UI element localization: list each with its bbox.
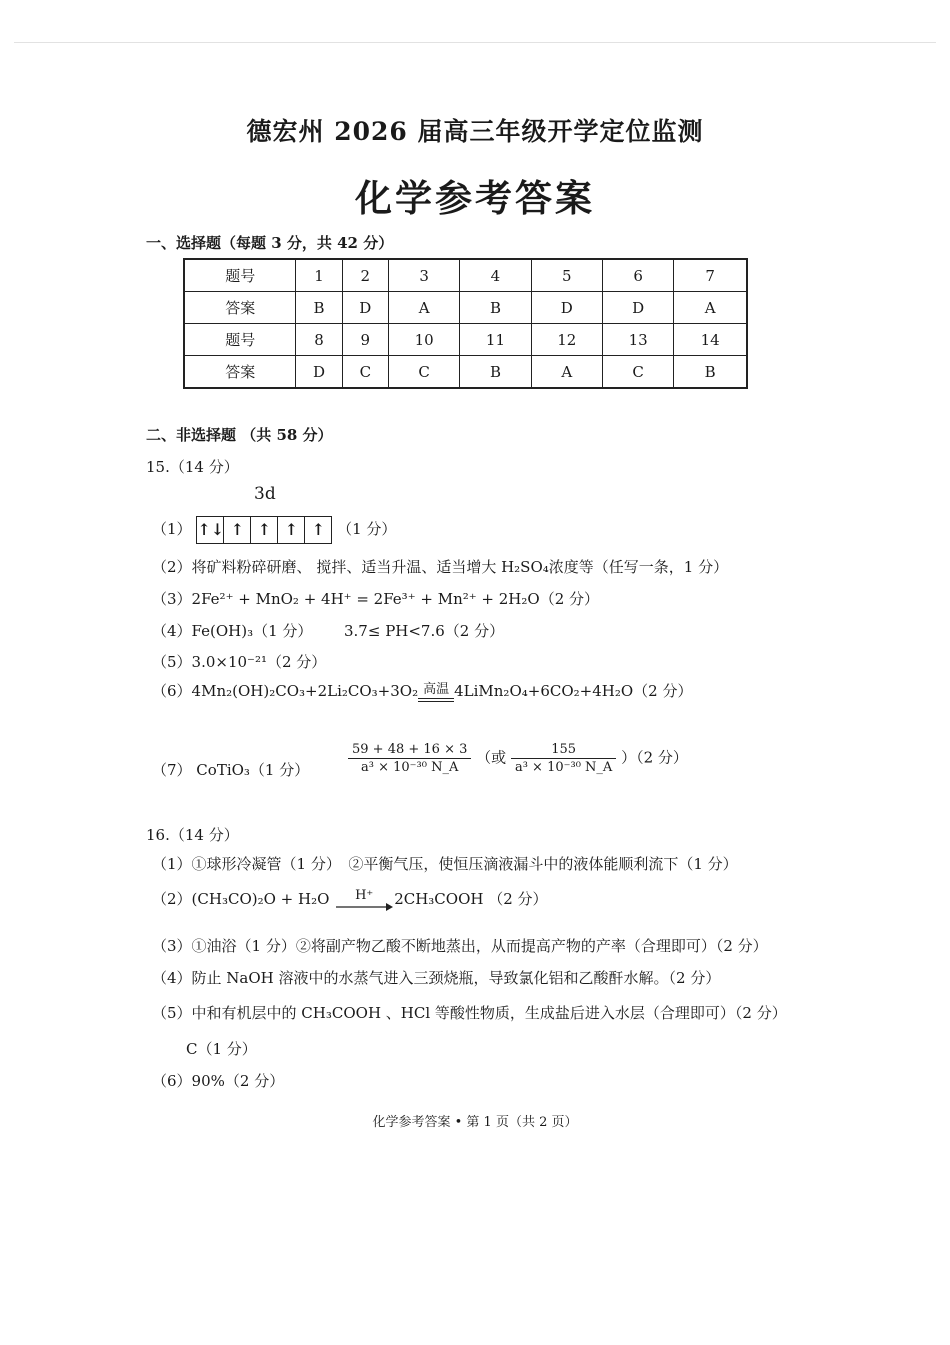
question-number: 12	[531, 324, 602, 356]
part-number: （3）	[152, 590, 192, 608]
q15-part4-b: 3.7≤ PH<7.6（2 分）	[344, 622, 505, 640]
question-number: 4	[460, 259, 531, 292]
orbital-arrow: ↑	[223, 517, 250, 543]
section1-heading: 一、选择题（每题 3 分，共 42 分）	[146, 234, 394, 252]
equation-products: 4LiMn₂O₄+6CO₂+4H₂O	[454, 682, 634, 700]
answer-cell: C	[602, 356, 673, 389]
answer-table	[183, 258, 748, 389]
fraction-denominator: a³ × 10⁻³⁰ N_A	[514, 760, 613, 775]
question-number: 7	[674, 259, 747, 292]
answer-cell: B	[674, 356, 747, 389]
answer-cell: A	[674, 292, 747, 324]
q15-part4-a: （4）Fe(OH)₃（1 分）	[152, 622, 313, 640]
question-number: 13	[602, 324, 673, 356]
question-number: 6	[602, 259, 673, 292]
answer-cell: B	[460, 292, 531, 324]
q16-part5-b: C（1 分）	[186, 1040, 257, 1058]
part-number: （6）	[152, 682, 192, 700]
question-number: 1	[296, 259, 342, 292]
answer-cell: B	[460, 356, 531, 389]
part-number: （1）	[152, 520, 192, 538]
q16-part6: （6）90%（2 分）	[152, 1072, 285, 1090]
answer-cell: D	[531, 292, 602, 324]
condition-text: 高温	[423, 681, 450, 697]
answer-cell: D	[602, 292, 673, 324]
density-fraction-alt	[511, 742, 616, 775]
row-label: 题号	[184, 259, 296, 292]
q16-part3: （3）①油浴（1 分）②将副产物乙酸不断地蒸出，从而提高产物的产率（合理即可）（2 分）	[152, 937, 768, 955]
score: ）（2 分）	[621, 748, 688, 767]
answer-cell: B	[296, 292, 342, 324]
answer-cell: C	[342, 356, 388, 389]
q16-part5: （5）中和有机层中的 CH₃COOH 、HCl 等酸性物质，生成盐后进入水层（合理即可）（2 分）	[152, 1004, 787, 1022]
fraction-denominator: a³ × 10⁻³⁰ N_A	[361, 760, 459, 775]
question-number: 11	[460, 324, 531, 356]
answer-cell: A	[531, 356, 602, 389]
q16-part2	[152, 888, 548, 912]
orbital-box-diagram	[196, 516, 332, 544]
score: （1 分）	[337, 520, 397, 538]
orbital-label: 3d	[254, 484, 276, 504]
question-number: 9	[342, 324, 388, 356]
equals-line	[418, 701, 454, 702]
page-title: 化学参考答案	[355, 176, 595, 220]
q15-part7-a: （7） CoTiO₃（1 分）	[152, 761, 310, 779]
equation-reactants: 4Mn₂(OH)₂CO₃+2Li₂CO₃+3O₂	[191, 682, 419, 700]
top-border	[14, 42, 936, 43]
table-row	[184, 292, 747, 324]
q15-part5: （5）3.0×10⁻²¹（2 分）	[152, 653, 327, 671]
orbital-arrow: ↑	[304, 517, 331, 543]
q15-part7-b	[348, 742, 688, 775]
exam-subtitle: 德宏州 2026 届高三年级开学定位监测	[246, 117, 704, 146]
arrow-icon	[334, 902, 394, 912]
table-row	[184, 324, 747, 356]
q16-part4: （4）防止 NaOH 溶液中的水蒸气进入三颈烧瓶，导致氯化铝和乙酸酐水解。（2 分）	[152, 969, 721, 987]
answer-cell: C	[388, 356, 459, 389]
question-number: 14	[674, 324, 747, 356]
q15-part3	[152, 588, 599, 609]
equation-reactants: (CH₃CO)₂O + H₂O	[191, 890, 330, 908]
equation-products: 2CH₃COOH	[394, 890, 484, 908]
row-label: 题号	[184, 324, 296, 356]
or-text: （或	[476, 748, 507, 767]
reaction-condition	[418, 683, 454, 702]
question-number: 8	[296, 324, 342, 356]
question-number: 10	[388, 324, 459, 356]
fraction-numerator: 155	[511, 742, 616, 759]
ionic-equation: 2Fe²⁺ + MnO₂ + 4H⁺ = 2Fe³⁺ + Mn²⁺ + 2H₂O	[191, 590, 540, 608]
table-row	[184, 356, 747, 389]
section2-heading: 二、非选择题 （共 58 分）	[146, 426, 333, 444]
density-fraction	[348, 742, 471, 775]
reaction-arrow	[334, 889, 394, 912]
part-number: （2）	[152, 890, 192, 908]
q16-title: 16.（14 分）	[146, 826, 239, 844]
score: （2 分）	[488, 890, 548, 908]
row-label: 答案	[184, 356, 296, 389]
q15-part2: （2）将矿料粉碎研磨、 搅拌、适当升温、适当增大 H₂SO₄浓度等（任写一条，1 分）	[152, 558, 729, 576]
answer-cell: A	[388, 292, 459, 324]
q15-part1	[152, 516, 396, 544]
fraction-numerator: 59 + 48 + 16 × 3	[348, 742, 471, 759]
row-label: 答案	[184, 292, 296, 324]
answer-cell: D	[342, 292, 388, 324]
orbital-arrow: ↑↓	[197, 520, 225, 539]
question-number: 2	[342, 259, 388, 292]
question-number: 5	[531, 259, 602, 292]
page-footer: 化学参考答案 • 第 1 页（共 2 页）	[372, 1115, 578, 1130]
orbital-arrow: ↑	[277, 517, 304, 543]
orbital-arrow: ↑	[250, 517, 277, 543]
q16-part1: （1）①球形冷凝管（1 分） ②平衡气压，使恒压滴液漏斗中的液体能顺利流下（1 分）	[152, 855, 738, 873]
table-row	[184, 259, 747, 292]
score: （2 分）	[539, 590, 600, 608]
question-number: 3	[388, 259, 459, 292]
score: （2 分）	[633, 682, 693, 700]
q15-title: 15.（14 分）	[146, 458, 239, 476]
answer-cell: D	[296, 356, 342, 389]
equals-line	[418, 698, 454, 699]
catalyst-text: H⁺	[355, 887, 374, 903]
q15-part6	[152, 680, 692, 702]
